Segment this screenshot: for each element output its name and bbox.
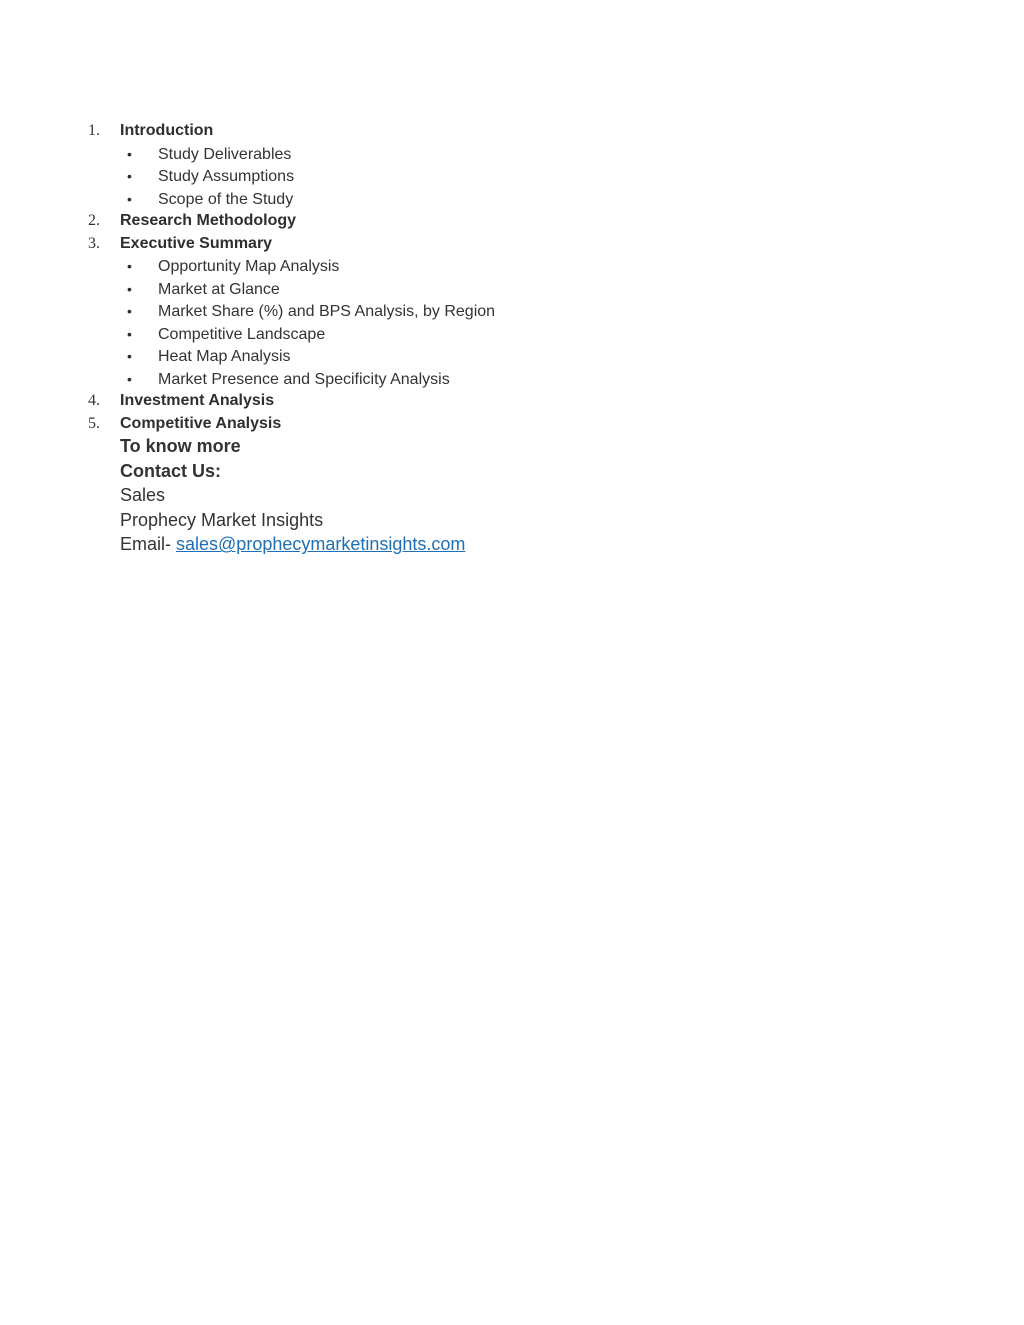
bullet-icon: • (127, 325, 132, 342)
toc-subitem (88, 278, 988, 301)
toc-number: 1. (88, 122, 100, 139)
bullet-icon: • (127, 280, 132, 297)
toc-heading: Introduction (120, 122, 214, 139)
bullet-icon: • (127, 190, 132, 207)
contact-company: Prophecy Market Insights (120, 509, 324, 530)
toc-sublist-executive-summary (88, 255, 988, 390)
toc-subitem (88, 188, 988, 211)
bullet-icon: • (127, 370, 132, 387)
toc-subitem (88, 300, 988, 323)
toc-item-competitive-analysis (88, 413, 988, 436)
contact-team: Sales (120, 485, 166, 506)
toc-subitem-label: Study Assumptions (158, 168, 295, 185)
toc-subitem (88, 143, 988, 166)
bullet-icon: • (127, 145, 132, 162)
email-prefix: Email- (120, 534, 177, 555)
toc-number: 2. (88, 212, 100, 229)
contact-email-line (120, 532, 920, 557)
toc-subitem (88, 368, 988, 391)
toc-sublist-introduction (88, 143, 988, 211)
toc-number: 4. (88, 392, 100, 409)
contact-heading-know-more: To know more (120, 436, 241, 456)
toc-heading: Research Methodology (120, 212, 297, 229)
bullet-icon: • (127, 258, 132, 274)
toc-subitem-label: Market at Glance (158, 280, 280, 298)
toc-subitem-label: Competitive Landscape (158, 325, 326, 343)
toc-item-investment-analysis (88, 390, 988, 413)
contact-block (120, 434, 920, 557)
toc-subitem-label: Heat Map Analysis (158, 348, 291, 365)
toc-subitem-label: Scope of the Study (158, 190, 294, 208)
toc-subitem-label: Opportunity Map Analysis (158, 258, 340, 275)
toc-item-research-methodology (88, 210, 988, 233)
toc-subitem (88, 323, 988, 346)
email-link[interactable]: sales@prophecymarketinsights.com (176, 534, 466, 555)
toc-item-executive-summary (88, 233, 988, 256)
toc-subitem-label: Market Presence and Specificity Analysis (158, 370, 450, 388)
toc-number: 5. (88, 414, 100, 432)
toc-subitem-label: Study Deliverables (158, 145, 292, 163)
toc-item-introduction (88, 120, 988, 143)
toc-heading: Executive Summary (120, 234, 273, 252)
toc-subitem (88, 165, 988, 188)
bullet-icon: • (127, 168, 132, 184)
table-of-contents (88, 120, 988, 435)
toc-subitem-label: Market Share (%) and BPS Analysis, by Region (158, 303, 496, 320)
bullet-icon: • (127, 348, 132, 364)
bullet-icon: • (127, 303, 132, 319)
toc-heading: Competitive Analysis (120, 414, 282, 432)
contact-heading-contact-us: Contact Us: (120, 460, 222, 481)
toc-heading: Investment Analysis (120, 392, 275, 409)
toc-subitem (88, 345, 988, 368)
toc-number: 3. (88, 234, 100, 252)
toc-subitem (88, 255, 988, 278)
